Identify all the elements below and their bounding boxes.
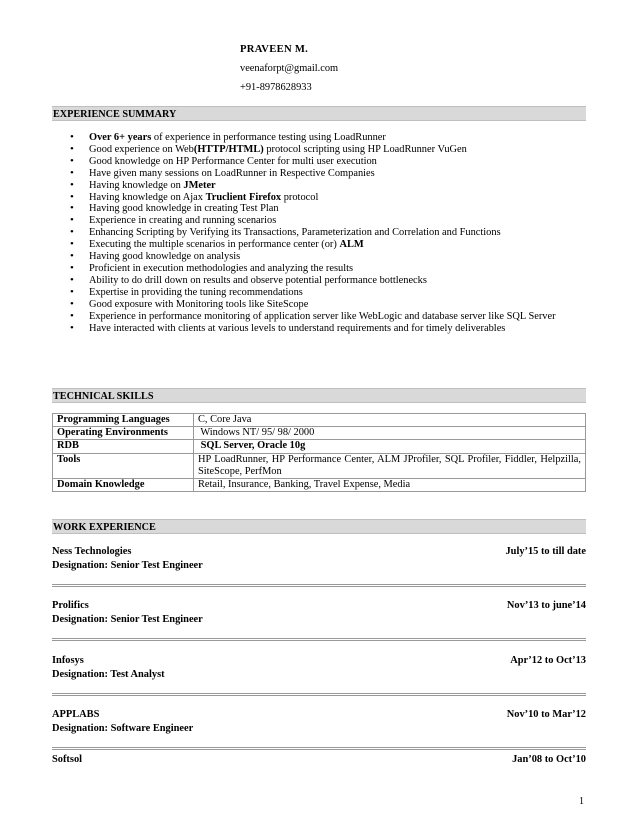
skill-key: Tools <box>53 453 194 478</box>
divider <box>52 584 586 587</box>
job-designation: Designation: Test Analyst <box>52 669 165 680</box>
job-entry <box>52 599 586 627</box>
job-period: Apr’12 to Oct’13 <box>510 655 586 666</box>
summary-item: • Good experience on Web(HTTP/HTML) protocol scripting using HP LoadRunner VuGen <box>52 144 586 156</box>
skill-key: Domain Knowledge <box>53 479 194 492</box>
skill-value: C, Core Java <box>194 414 586 427</box>
skill-value: HP LoadRunner, HP Performance Center, ALM JProfiler, SQL Profiler, Fiddler, Helpzilla, SiteScope, PerfMon <box>194 453 586 478</box>
work-experience-heading: WORK EXPERIENCE <box>52 519 586 534</box>
summary-item: • Having good knowledge on analysis <box>52 251 586 263</box>
table-row <box>53 440 586 453</box>
skills-table <box>52 413 586 492</box>
company-name: Prolifics <box>52 600 89 611</box>
skill-value: SQL Server, Oracle 10g <box>194 440 586 453</box>
summary-item: • Having good knowledge in creating Test Plan <box>52 203 586 215</box>
divider <box>52 693 586 696</box>
table-row <box>53 414 586 427</box>
summary-item: • Enhancing Scripting by Verifying its Transactions, Parameterization and Correlation and Functions <box>52 227 586 239</box>
job-entry <box>52 545 586 573</box>
summary-item: • Over 6+ years of experience in performance testing using LoadRunner <box>52 132 586 144</box>
summary-item: • Good exposure with Monitoring tools like SiteScope <box>52 299 586 311</box>
divider <box>52 747 586 750</box>
skill-value: Windows NT/ 95/ 98/ 2000 <box>194 427 586 440</box>
job-period: Jan’08 to Oct’10 <box>512 754 586 765</box>
table-row <box>53 427 586 440</box>
summary-item: • Expertise in providing the tuning recommendations <box>52 287 586 299</box>
experience-summary-list <box>52 132 586 334</box>
company-name: APPLABS <box>52 709 100 720</box>
summary-item: • Ability to do drill down on results and observe potential performance bottlenecks <box>52 275 586 287</box>
summary-item: • Having knowledge on Ajax Truclient Firefox protocol <box>52 192 586 204</box>
table-row <box>53 453 586 478</box>
skill-key: RDB <box>53 440 194 453</box>
table-row <box>53 479 586 492</box>
summary-item: • Good knowledge on HP Performance Center for multi user execution <box>52 156 586 168</box>
company-name: Infosys <box>52 655 84 666</box>
skill-value: Retail, Insurance, Banking, Travel Expense, Media <box>194 479 586 492</box>
company-name: Ness Technologies <box>52 546 132 557</box>
summary-item: • Have interacted with clients at various levels to understand requirements and for timely deliverables <box>52 323 586 335</box>
summary-item: • Experience in performance monitoring of application server like WebLogic and database server like SQL Server <box>52 311 586 323</box>
job-period: Nov’13 to june’14 <box>506 600 586 611</box>
summary-item: • Having knowledge on JMeter <box>52 180 586 192</box>
experience-summary-heading: EXPERIENCE SUMMARY <box>52 106 586 121</box>
summary-item: • Experience in creating and running scenarios <box>52 215 586 227</box>
candidate-name: PRAVEEN M. <box>240 44 309 55</box>
job-entry <box>52 753 586 767</box>
divider <box>52 638 586 641</box>
page-number: 1 <box>579 796 584 807</box>
job-entry <box>52 654 586 682</box>
skill-key: Programming Languages <box>53 414 194 427</box>
summary-item: • Have given many sessions on LoadRunner in Respective Companies <box>52 168 586 180</box>
job-period: Nov’10 to Mar’12 <box>506 709 586 720</box>
job-entry <box>52 708 586 736</box>
phone: +91-8978628933 <box>240 82 312 93</box>
technical-skills-heading: TECHNICAL SKILLS <box>52 388 586 403</box>
skill-key: Operating Environments <box>53 427 194 440</box>
summary-item: • Executing the multiple scenarios in performance center (or) ALM <box>52 239 586 251</box>
summary-item: • Proficient in execution methodologies and analyzing the results <box>52 263 586 275</box>
company-name: Softsol <box>52 754 83 765</box>
email: veenaforpt@gmail.com <box>240 63 339 74</box>
job-designation: Designation: Senior Test Engineer <box>52 614 203 625</box>
job-designation: Designation: Software Engineer <box>52 723 194 734</box>
job-period: July’15 to till date <box>505 546 586 557</box>
job-designation: Designation: Senior Test Engineer <box>52 560 203 571</box>
contact-block <box>240 40 338 97</box>
